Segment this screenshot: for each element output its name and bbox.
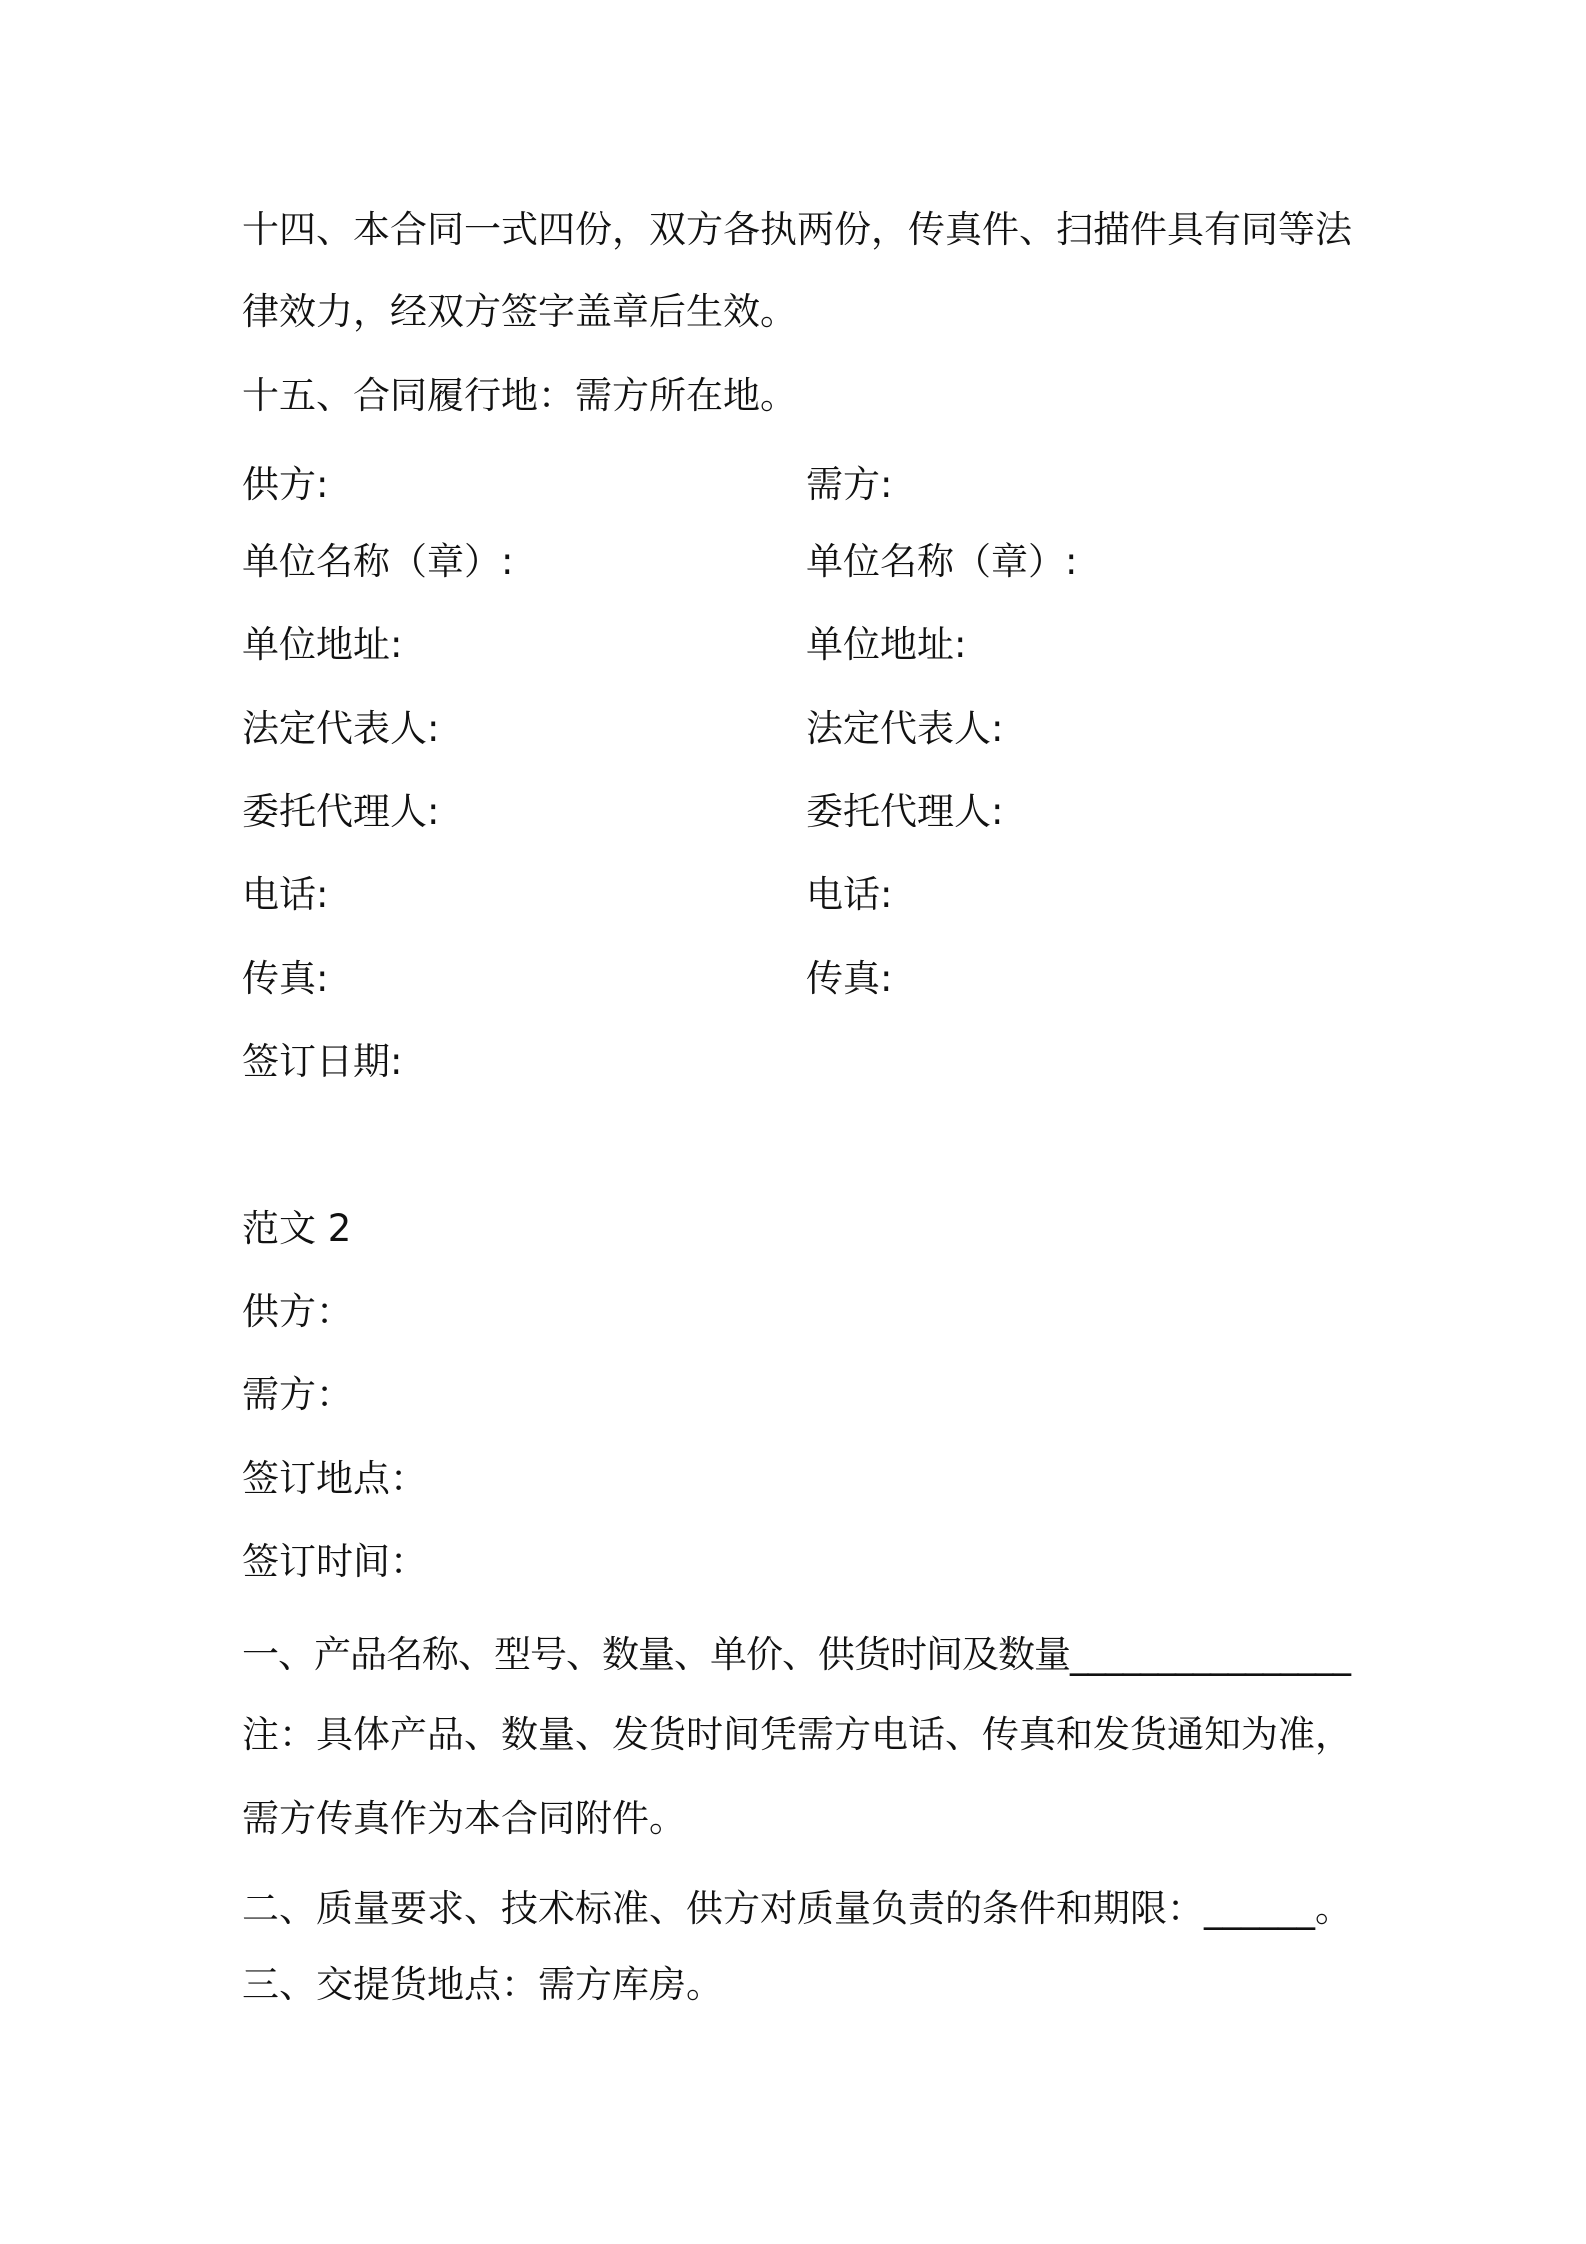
sample-2-sign-place: 签订地点： (242, 1457, 427, 1500)
supplier-unit-name: 单位名称（章）: (242, 540, 514, 583)
clause-15: 十五、合同履行地：需方所在地。 (242, 374, 797, 417)
sample-2-buyer: 需方： (242, 1373, 353, 1416)
sample-2-sign-time: 签订时间： (242, 1540, 427, 1583)
supplier-unit-address: 单位地址: (242, 623, 403, 666)
buyer-fax: 传真: (806, 957, 893, 1000)
signing-date: 签订日期: (242, 1040, 403, 1083)
supplier-phone: 电话: (242, 873, 329, 916)
sample-2-item-3: 三、交提货地点：需方库房。 (242, 1963, 723, 2006)
buyer-unit-address: 单位地址: (806, 623, 967, 666)
supplier-legal-representative: 法定代表人: (242, 707, 440, 750)
buyer-legal-representative: 法定代表人: (806, 707, 1004, 750)
sample-2-supplier: 供方： (242, 1290, 353, 1333)
supplier-fax: 传真: (242, 957, 329, 1000)
clause-14-line-2: 律效力，经双方签字盖章后生效。 (242, 290, 797, 333)
sample-2-item-2: 二、质量要求、技术标准、供方对质量负责的条件和期限：______。 (242, 1887, 1352, 1930)
sample-2-note-line-1: 注：具体产品、数量、发货时间凭需方电话、传真和发货通知为准， (242, 1713, 1352, 1756)
buyer-heading: 需方: (806, 463, 893, 506)
buyer-authorized-agent: 委托代理人: (806, 790, 1004, 833)
buyer-unit-name: 单位名称（章）: (806, 540, 1078, 583)
sample-2-note-line-2: 需方传真作为本合同附件。 (242, 1797, 686, 1840)
sample-2-item-1: 一、产品名称、型号、数量、单价、供货时间及数量________________ (242, 1633, 1350, 1676)
buyer-phone: 电话: (806, 873, 893, 916)
clause-14-line-1: 十四、本合同一式四份，双方各执两份，传真件、扫描件具有同等法 (242, 208, 1352, 251)
supplier-heading: 供方: (242, 463, 329, 506)
supplier-authorized-agent: 委托代理人: (242, 790, 440, 833)
sample-2-title: 范文 2 (242, 1207, 352, 1250)
